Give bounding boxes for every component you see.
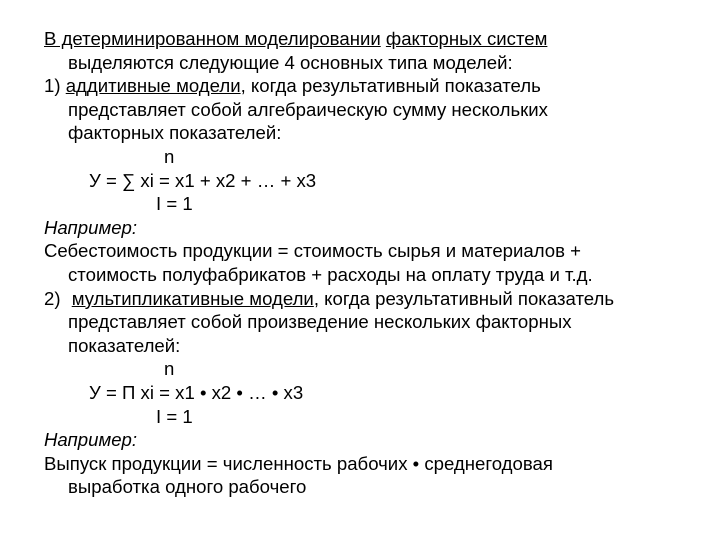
multiplicative-example-label: Например: [44,429,138,451]
additive-line-2: представляет собой алгебраическую сумму нескольких [68,98,548,120]
additive-paragraph [44,74,694,145]
intro-line-2: выделяются следующие 4 основных типа моделей: [68,51,513,73]
multiplicative-rest: , когда результативный показатель [313,287,615,309]
slide-content [44,27,694,499]
multiplicative-line-3: показателей: [68,334,181,356]
additive-line-3: факторных показателей: [68,122,282,144]
multiplicative-formula-lower-limit: I = 1 [156,405,193,427]
multiplicative-line-2: представляет собой произведение нескольких факторных [68,311,572,333]
additive-rest: , когда результативный показатель [240,75,541,97]
intro-term-deterministic: В детерминированном моделировании [44,28,381,49]
intro-paragraph [44,27,694,74]
additive-example-label: Например: [44,216,138,238]
additive-number: 1) [44,75,61,97]
additive-formula-upper-limit: n [164,145,175,167]
additive-example-line-1: Себестоимость продукции = стоимость сырья и материалов + [44,240,582,262]
multiplicative-term: мультипликативные модели [71,287,314,309]
additive-term: аддитивные модели [65,75,241,97]
multiplicative-number: 2) [44,287,61,309]
multiplicative-formula-upper-limit: n [164,358,175,380]
additive-formula: У = ∑ xi = x1 + x2 + … + x3 [89,169,317,191]
multiplicative-paragraph [44,287,694,358]
multiplicative-formula: У = П xi = x1 • x2 • … • x3 [89,381,304,403]
multiplicative-example-line-1: Выпуск продукции = численность рабочих • среднегодовая [44,452,553,474]
additive-example-line-2: стоимость полуфабрикатов + расходы на оплату труда и т.д. [68,263,593,285]
multiplicative-example [44,452,694,499]
intro-term-factor-systems: факторных систем [385,28,548,49]
additive-formula-lower-limit: I = 1 [156,193,193,215]
multiplicative-example-line-2: выработка одного рабочего [68,476,307,498]
additive-example [44,239,694,286]
